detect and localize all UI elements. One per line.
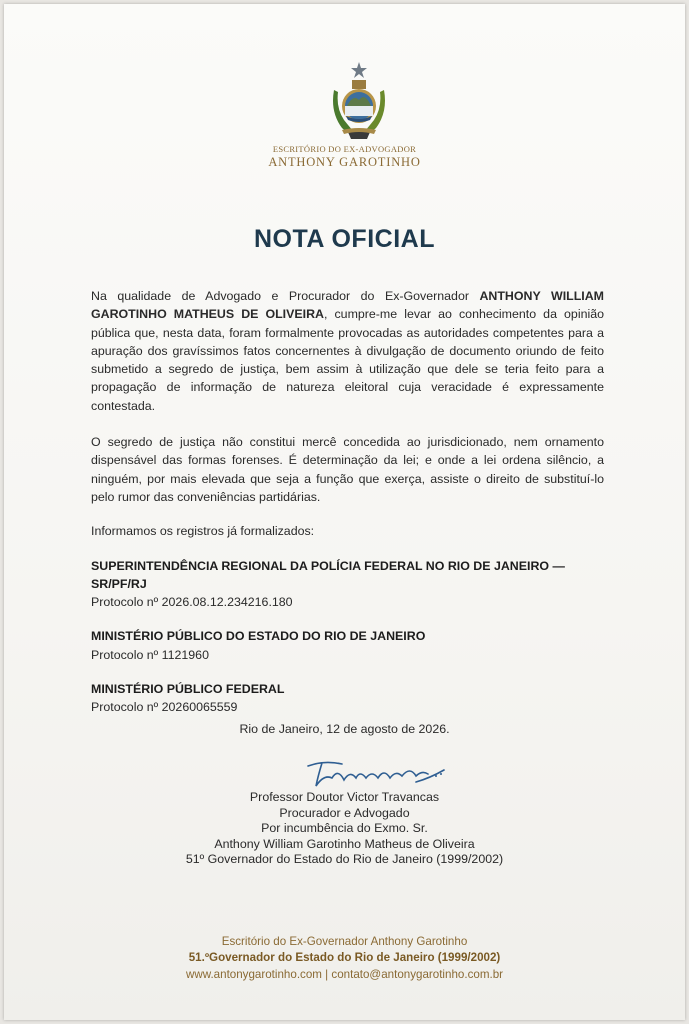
registration-item xyxy=(91,680,604,717)
footer-office: Escritório do Ex-Governador Anthony Garotinho xyxy=(221,935,468,948)
signer-client: Anthony William Garotinho Matheus de Oliveira xyxy=(214,836,475,851)
letterhead-office: ESCRITÓRIO DO EX-ADVOGADOR xyxy=(272,144,417,154)
signer-role: Procurador e Advogado xyxy=(279,805,410,820)
signer-client-title: 51º Governador do Estado do Rio de Janeiro (1999/2002) xyxy=(185,852,504,867)
footer-title: 51.ºGovernador do Estado do Rio de Janeiro (1999/2002) xyxy=(188,951,501,965)
signer-mandate: Por incumbência do Exmo. Sr. xyxy=(261,821,428,836)
paragraph-3: Informamos os registros já formalizados: xyxy=(91,524,315,539)
registration-protocol: Protocolo nº 1121960 xyxy=(91,647,209,662)
registration-item xyxy=(91,627,604,664)
document-page xyxy=(4,4,685,1020)
paragraph-1-text-b: , cumpre-me levar ao conhecimento da opinião pública que, nesta data, foram formalmente provocadas as autoridades competentes para a apuração dos gravíssimos fatos concernentes à divulgação de documento oriundo de feito submetido a segredo de justiça, bem assim à utilização que dele se teria feito para a propagação de informação de natureza eleitoral cuja veracidade é expressamente contestada. xyxy=(91,307,604,413)
paragraph-1-text-a: Na qualidade de Advogado e Procurador do Ex-Governador xyxy=(91,289,480,303)
date-line: Rio de Janeiro, 12 de agosto de 2026. xyxy=(239,722,450,736)
paragraph-1 xyxy=(91,287,604,415)
registration-item xyxy=(91,557,604,612)
registration-protocol: Protocolo nº 20260065559 xyxy=(91,700,238,715)
handwritten-signature xyxy=(304,756,454,790)
footer xyxy=(4,934,685,983)
signer-name: Professor Doutor Victor Travancas xyxy=(249,790,440,804)
registration-heading: MINISTÉRIO PÚBLICO DO ESTADO DO RIO DE JANEIRO xyxy=(91,629,426,644)
document-title: NOTA OFICIAL xyxy=(254,225,435,253)
footer-contacts: www.antonygarotinho.com | contato@antonygarotinho.com.br xyxy=(185,967,504,981)
paragraph-2: O segredo de justiça não constitui mercê concedida ao jurisdicionado, nem ornamento dispensável das formas forenses. É determinação da lei; e onde a lei ordena silêncio, a ninguém, por mais elevada que seja a função que exerça, assiste o direito de substituí-lo pelo rumor das conveniências partidárias. xyxy=(91,435,604,504)
registration-heading: SUPERINTENDÊNCIA REGIONAL DA POLÍCIA FEDERAL NO RIO DE JANEIRO — SR/PF/RJ xyxy=(91,558,565,591)
signer-block xyxy=(4,790,685,868)
document-body xyxy=(91,287,604,733)
registration-heading: MINISTÉRIO PÚBLICO FEDERAL xyxy=(91,682,285,697)
client-name: ANTHONY WILLIAM GAROTINHO MATHEUS DE OLIVEIRA xyxy=(91,289,604,322)
coat-of-arms-icon xyxy=(326,60,392,144)
registration-protocol: Protocolo nº 2026.08.12.234216.180 xyxy=(91,595,293,610)
letterhead-name: ANTHONY GAROTINHO xyxy=(268,155,421,169)
